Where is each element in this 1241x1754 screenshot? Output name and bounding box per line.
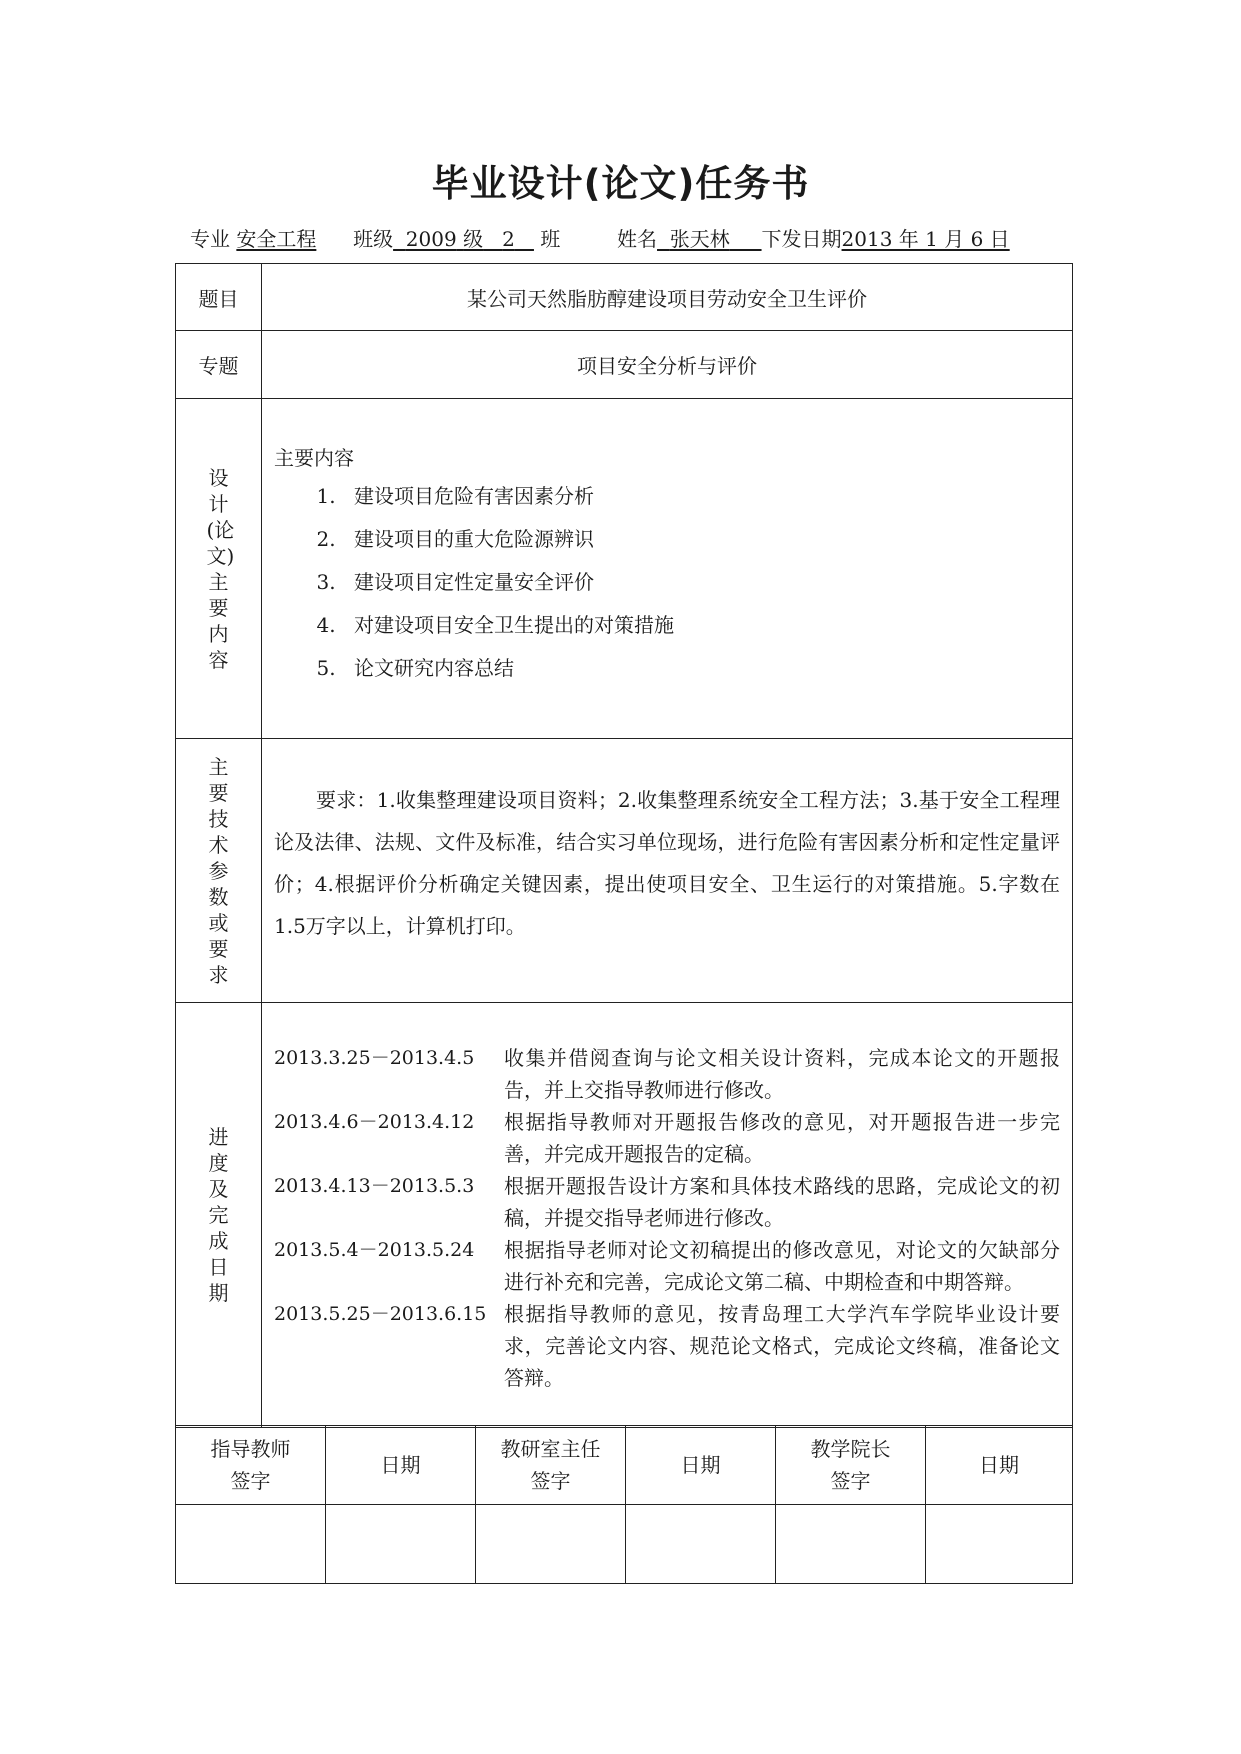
content-item: 2. 建设项目的重大危险源辨识 <box>342 524 1060 554</box>
schedule-cell <box>262 1003 1073 1428</box>
schedule-item <box>274 1042 1060 1106</box>
content-item: 3. 建设项目定性定量安全评价 <box>342 567 1060 597</box>
content-row <box>176 399 1073 739</box>
info-line <box>190 226 1010 252</box>
class-suffix: 班 <box>540 227 561 251</box>
schedule-dates: 2013.3.25－2013.4.5 <box>274 1047 475 1069</box>
date-label: 下发日期 <box>761 227 842 251</box>
subject-label: 专题 <box>176 331 262 399</box>
schedule-task: 收集并借阅查询与论文相关设计资料，完成本论文的开题报告，并上交指导教师进行修改。 <box>504 1046 1060 1102</box>
advisor-date-field[interactable] <box>326 1505 476 1584</box>
advisor-sign-label: 指导教师 签字 <box>176 1426 326 1505</box>
topic-value: 某公司天然脂肪醇建设项目劳动安全卫生评价 <box>262 264 1073 331</box>
dept-head-date-field[interactable] <box>626 1505 776 1584</box>
name-label: 姓名 <box>617 227 658 251</box>
dept-head-sign-label: 教研室主任 签字 <box>476 1426 626 1505</box>
content-item: 5. 论文研究内容总结 <box>342 653 1060 683</box>
class-number: 2 <box>502 227 515 251</box>
content-label: 设计(论文)主要内容 <box>176 399 262 739</box>
task-table <box>175 263 1073 1428</box>
schedule-dates: 2013.5.25－2013.6.15 <box>274 1303 487 1325</box>
schedule-task: 根据开题报告设计方案和具体技术路线的思路，完成论文的初稿，并提交指导老师进行修改。 <box>504 1174 1060 1230</box>
subject-value: 项目安全分析与评价 <box>262 331 1073 399</box>
subject-row <box>176 331 1073 399</box>
dean-signature-field[interactable] <box>776 1505 926 1584</box>
signature-label-row <box>176 1426 1073 1505</box>
major-value: 安全工程 <box>236 227 317 251</box>
requirements-cell <box>262 739 1073 1003</box>
dept-head-signature-field[interactable] <box>476 1505 626 1584</box>
schedule-task: 根据指导教师的意见，按青岛理工大学汽车学院毕业设计要求，完善论文内容、规范论文格式，完成论文终稿，准备论文答辩。 <box>504 1302 1060 1390</box>
dean-date-label: 日期 <box>926 1426 1073 1505</box>
document-title: 毕业设计(论文)任务书 <box>431 162 810 205</box>
schedule-item <box>274 1298 1060 1394</box>
content-heading: 主要内容 <box>274 446 354 470</box>
dept-head-date-label: 日期 <box>626 1426 776 1505</box>
class-year: 2009 <box>405 227 457 251</box>
topic-row <box>176 264 1073 331</box>
content-item: 1. 建设项目危险有害因素分析 <box>342 481 1060 511</box>
name-value: 张天林 <box>669 227 730 251</box>
schedule-task: 根据指导教师对开题报告修改的意见，对开题报告进一步完善，并完成开题报告的定稿。 <box>504 1110 1060 1166</box>
topic-label: 题目 <box>176 264 262 331</box>
schedule-item <box>274 1170 1060 1234</box>
schedule-task: 根据指导老师对论文初稿提出的修改意见，对论文的欠缺部分进行补充和完善，完成论文第二稿、中期检查和中期答辩。 <box>504 1238 1060 1294</box>
requirements-row <box>176 739 1073 1003</box>
content-item: 4. 对建设项目安全卫生提出的对策措施 <box>342 610 1060 640</box>
signature-table <box>175 1425 1073 1584</box>
schedule-label: 进度及完成日期 <box>176 1003 262 1428</box>
requirements-label: 主要技术参数或要求 <box>176 739 262 1003</box>
schedule-dates: 2013.4.6－2013.4.12 <box>274 1111 475 1133</box>
schedule-row <box>176 1003 1073 1428</box>
schedule-dates: 2013.5.4－2013.5.24 <box>274 1239 475 1261</box>
content-list <box>274 481 1060 683</box>
schedule-item <box>274 1106 1060 1170</box>
dean-sign-label: 教学院长 签字 <box>776 1426 926 1505</box>
requirements-text: 要求：1.收集整理建设项目资料；2.收集整理系统安全工程方法；3.基于安全工程理论及法律、法规、文件及标准，结合实习单位现场，进行危险有害因素分析和定性定量评价；4.根据评价分析确定关键因素，提出使项目安全、卫生运行的对策措施。5.字数在1.5万字以上，计算机打印。 <box>274 788 1060 938</box>
issue-date: 2013 年 1 月 6 日 <box>841 227 1010 251</box>
advisor-signature-field[interactable] <box>176 1505 326 1584</box>
class-label: 班级 <box>353 227 394 251</box>
schedule-dates: 2013.4.13－2013.5.3 <box>274 1175 475 1197</box>
content-cell <box>262 399 1073 739</box>
dean-date-field[interactable] <box>926 1505 1073 1584</box>
advisor-date-label: 日期 <box>326 1426 476 1505</box>
class-level: 级 <box>463 227 484 251</box>
major-label: 专业 <box>190 227 230 251</box>
schedule-item <box>274 1234 1060 1298</box>
signature-blank-row <box>176 1505 1073 1584</box>
